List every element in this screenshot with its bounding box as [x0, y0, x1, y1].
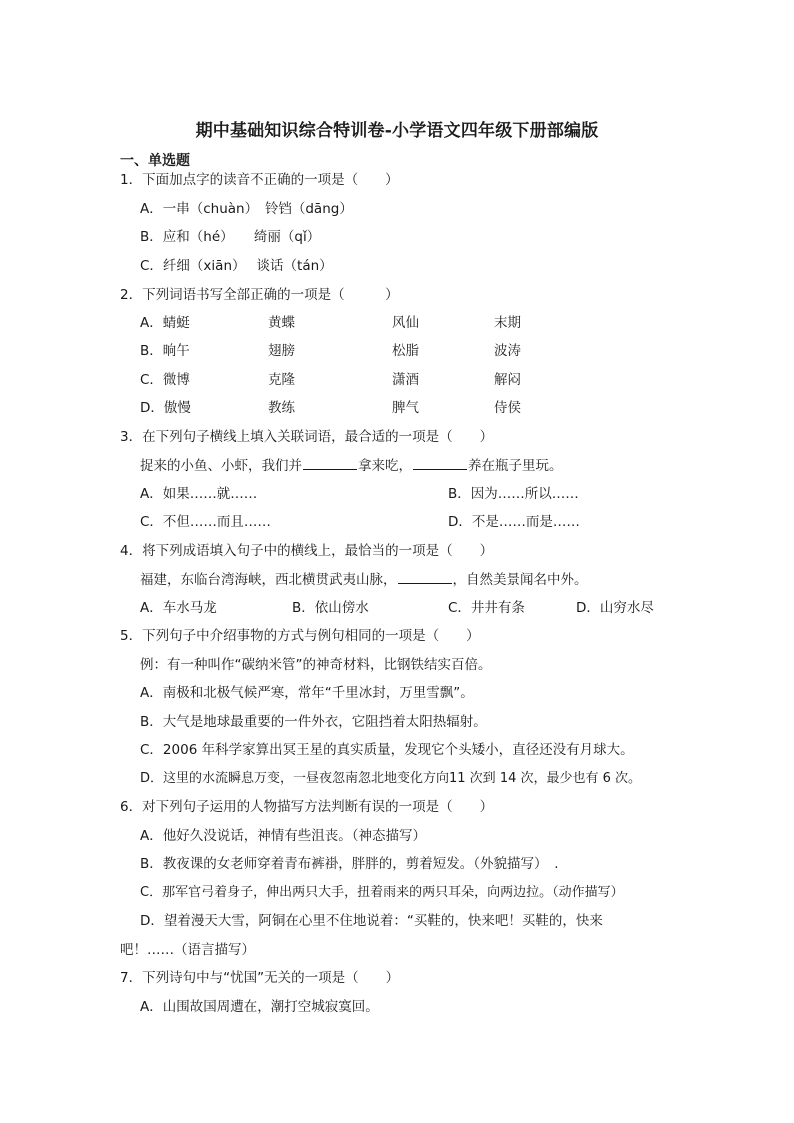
- q2-c-word-2: 克隆: [268, 372, 295, 388]
- question-6-option-d-line-1: D．望着漫天大雪，阿铜在心里不住地说着：“买鞋的，快来吧！买鞋的，快来: [140, 913, 603, 929]
- question-1-stem: 1．下面加点字的读音不正确的一项是（ ）: [120, 172, 399, 188]
- q4-blank: [398, 569, 452, 584]
- q2-d-word-4: 侍侯: [494, 400, 521, 416]
- question-2-stem: 2．下列词语书写全部正确的一项是（ ）: [120, 287, 399, 303]
- question-5-option-c: C．2006 年科学家算出冥王星的真实质量，发现它个头矮小，直径还没有月球大。: [140, 742, 634, 758]
- q2-c-word-4: 解闷: [494, 372, 521, 388]
- q4-sentence-part-2: ，自然美景闻名中外。: [452, 572, 588, 588]
- question-3-stem: 3．在下列句子横线上填入关联词语，最合适的一项是（ ）: [120, 429, 494, 445]
- question-6-stem: 6．对下列句子运用的人物描写方法判断有误的一项是（ ）: [120, 799, 494, 815]
- q2-b-word-2: 翅膀: [268, 343, 295, 359]
- question-3-option-a: A．如果……就……: [140, 486, 258, 502]
- q3-blank-1: [303, 455, 357, 470]
- question-7-stem: 7．下列诗句中与“忧国”无关的一项是（ ）: [120, 970, 400, 986]
- q2-a-word-4: 末期: [494, 315, 521, 331]
- question-3-option-c: C．不但……而且……: [140, 514, 271, 530]
- question-3-option-b: B．因为……所以……: [448, 486, 579, 502]
- q2-b-word-3: 松脂: [392, 343, 419, 359]
- question-6-option-b: B．教夜课的女老师穿着青布裤褂，胖胖的，剪着短发。（外貌描写） .: [140, 856, 559, 872]
- question-5-option-a: A．南极和北极气候严寒，常年“千里冰封，万里雪飘”。: [140, 685, 474, 701]
- q2-a-word-1: A．蜻蜓: [140, 315, 190, 331]
- question-1-option-b: B．应和（hé） 绮丽（qǐ）: [140, 229, 321, 245]
- q3-blank-2: [413, 455, 467, 470]
- question-4-option-a: A．车水马龙: [140, 600, 217, 616]
- question-6-option-a: A．他好久没说话，神情有些沮丧。（神态描写）: [140, 828, 426, 844]
- page-title: 期中基础知识综合特训卷-小学语文四年级下册部编版: [195, 121, 599, 141]
- q4-sentence-part-1: 福建，东临台湾海峡，西北横贯武夷山脉，: [140, 572, 397, 588]
- question-3-option-d: D．不是……而是……: [448, 514, 580, 530]
- q2-a-word-2: 黄蝶: [268, 315, 295, 331]
- q2-d-word-2: 教练: [268, 400, 295, 416]
- question-7-option-a: A．山围故国周遭在，潮打空城寂寞回。: [140, 999, 379, 1015]
- question-5-option-d: D．这里的水流瞬息万变，一昼夜忽南忽北地变化方向11 次到 14 次，最少也有 6 次。: [140, 771, 642, 786]
- question-5-stem: 5．下列句子中介绍事物的方式与例句相同的一项是（ ）: [120, 628, 480, 644]
- question-5-option-b: B．大气是地球最重要的一件外衣，它阻挡着太阳热辐射。: [140, 714, 487, 730]
- q3-sentence-part-2: 拿来吃，: [358, 458, 412, 474]
- q2-c-word-3: 潇酒: [392, 372, 419, 388]
- question-1-option-a: A．一串（chuàn） 铃铛（dāng）: [140, 201, 353, 217]
- question-4-option-b: B．依山傍水: [292, 600, 369, 616]
- question-4-sentence: [140, 569, 588, 590]
- q2-b-word-1: B．晌午: [140, 343, 190, 359]
- question-3-sentence: [140, 455, 563, 476]
- q2-c-word-1: C．微博: [140, 372, 190, 388]
- q2-b-word-4: 波涛: [494, 343, 521, 359]
- q3-sentence-part-1: 捉来的小鱼、小虾，我们并: [140, 458, 302, 474]
- question-5-example: 例：有一种叫作“碳纳米管”的神奇材料，比钢铁结实百倍。: [140, 657, 492, 673]
- section-heading: 一、单选题: [120, 153, 190, 169]
- q2-a-word-3: 风仙: [392, 315, 419, 331]
- q3-sentence-part-3: 养在瓶子里玩。: [468, 458, 563, 474]
- question-6-option-d-line-2: 吧！……（语言描写）: [120, 942, 255, 958]
- q2-d-word-3: 脾气: [392, 400, 419, 416]
- question-4-option-c: C．井井有条: [448, 600, 525, 616]
- question-4-stem: 4．将下列成语填入句子中的横线上，最恰当的一项是（ ）: [120, 543, 494, 559]
- question-1-option-c: C．纤细（xiān） 谈话（tán）: [140, 258, 333, 274]
- q2-d-word-1: D．傲慢: [140, 400, 191, 416]
- question-4-option-d: D．山穷水尽: [576, 600, 654, 616]
- question-6-option-c: C．那军官弓着身子，伸出两只大手，扭着雨来的两只耳朵，向两边拉。（动作描写）: [140, 885, 624, 900]
